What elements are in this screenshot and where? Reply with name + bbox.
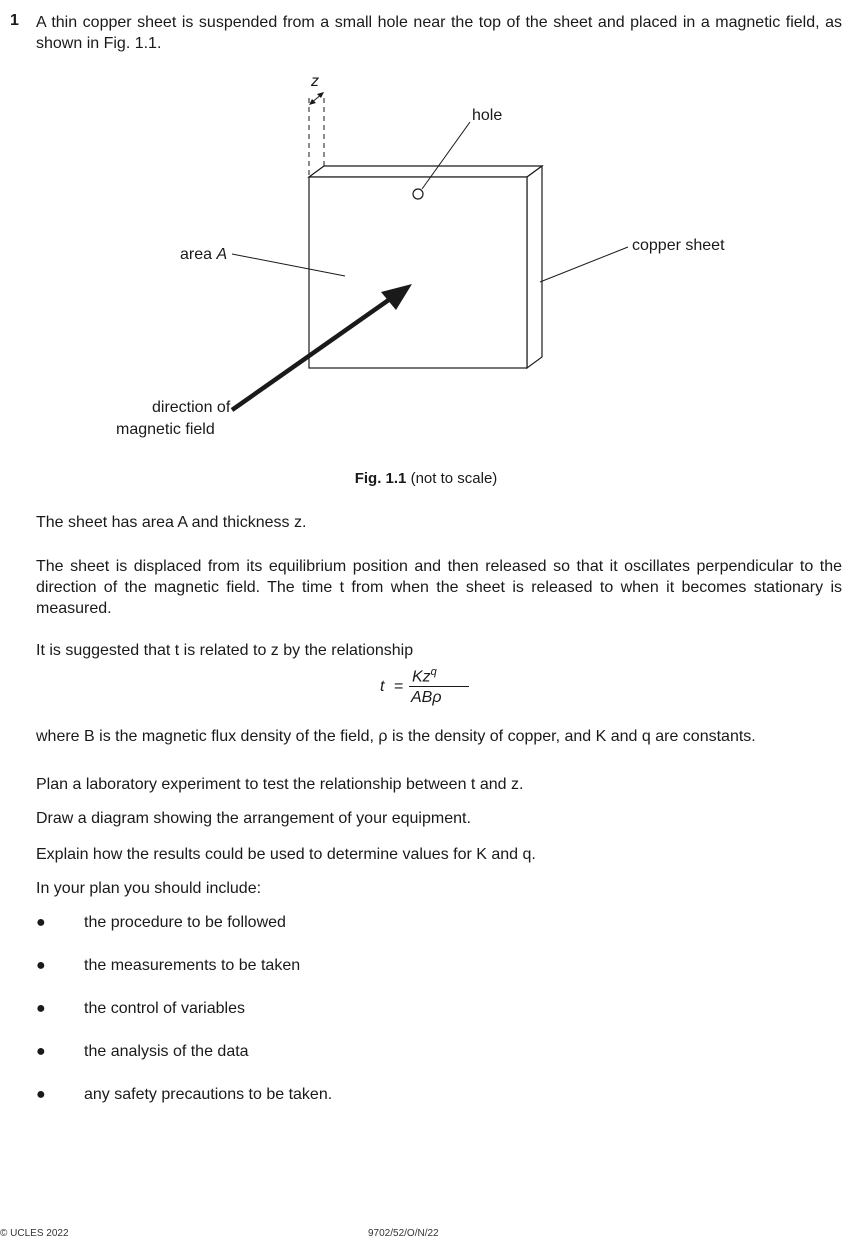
footer-copyright: © UCLES 2022 — [0, 1228, 69, 1239]
question-number: 1 — [10, 12, 19, 29]
sheet-leader — [540, 247, 628, 282]
paragraph-plan-task: Plan a laboratory experiment to test the relationship between t and z. — [36, 776, 524, 793]
label-z: z — [311, 73, 319, 90]
sheet-side-face — [527, 166, 542, 368]
paragraph-diagram-task: Draw a diagram showing the arrangement of your equipment. — [36, 810, 471, 827]
label-copper-sheet: copper sheet — [632, 237, 725, 254]
sheet-top-face — [309, 166, 542, 177]
paragraph-variable-definitions: where B is the magnetic flux density of the field, ρ is the density of copper, and K and q are constants. — [36, 728, 756, 745]
label-area: area A — [180, 246, 228, 263]
label-field-line1: direction of — [152, 399, 231, 416]
question-intro: A thin copper sheet is suspended from a small hole near the top of the sheet and placed in a magnetic field, as shown in Fig. 1.1. — [36, 14, 842, 52]
formula-equals: = — [394, 678, 404, 695]
bullet-icon: ● — [36, 914, 46, 931]
fraction-bar — [409, 686, 469, 687]
sheet-front-face — [309, 177, 527, 368]
footer-code: 9702/52/O/N/22 — [368, 1228, 439, 1239]
label-hole: hole — [472, 107, 503, 124]
hole-circle — [413, 189, 423, 199]
bullet-icon: ● — [36, 1043, 46, 1060]
figure-caption: Fig. 1.1 (not to scale) — [354, 470, 498, 487]
bullet-icon: ● — [36, 1086, 46, 1103]
bullet-icon: ● — [36, 1000, 46, 1017]
bullet-icon: ● — [36, 957, 46, 974]
paragraph-include-heading: In your plan you should include: — [36, 880, 262, 897]
paragraph-sheet-properties: The sheet has area A and thickness z. — [36, 514, 307, 531]
formula-lhs: t — [380, 678, 385, 695]
formula-numerator: Kz$^q$ — [412, 666, 437, 686]
paragraph-procedure-description: The sheet is displaced from its equilibrium position and then released so that it oscillates perpendicular to the direction of the magnetic field. The time t from when the sheet is released to when it becomes stationary is measured. — [36, 558, 842, 617]
paragraph-relationship-intro: It is suggested that t is related to z by the relationship — [36, 642, 414, 659]
paragraph-explain-task: Explain how the results could be used to determine values for K and q. — [36, 846, 536, 863]
formula-denominator: ABρ — [411, 689, 442, 706]
figure-copper-sheet — [0, 0, 852, 470]
label-field-line2: magnetic field — [116, 421, 215, 438]
